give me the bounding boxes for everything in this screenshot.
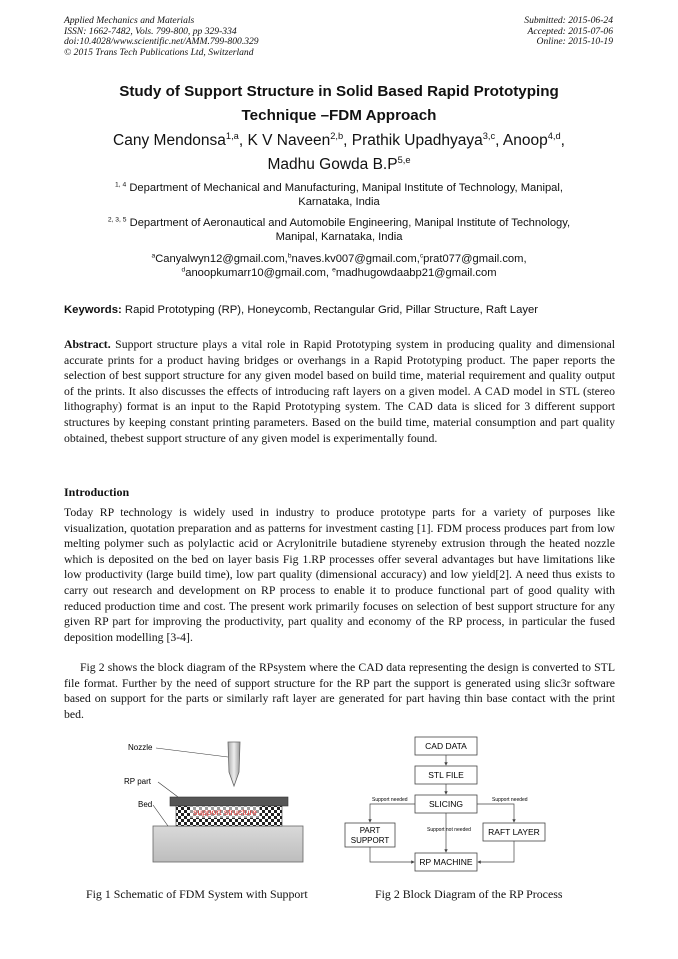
submitted-date: Submitted: 2015-06-24 [524,15,613,26]
cad-data-label: CAD DATA [425,741,467,751]
email-link[interactable]: prat077@gmail.com, [423,253,527,265]
section-heading: Introduction [64,485,130,499]
bed-label: Bed [138,800,153,809]
accepted-date: Accepted: 2015-07-06 [527,25,613,37]
print-bed [153,826,303,862]
author-name: Madhu Gowda B.P [267,155,398,173]
author-list: Cany Mendonsa$^{1,a}$, K V Naveen$^{2,b}$, Prathik Upadhyaya$^{3,c}$, Anoop$^{4,d}$, Madhu Gowda $B.P^{5,e}$ [113,130,565,173]
raft-layer-label: RAFT LAYER [488,827,540,837]
paper-title: Study of Support Structure in Solid Based Rapid Prototyping Technique –FDM Approach [119,83,559,124]
figure-caption: Fig 2 Block Diagram of the RP Process [375,887,563,901]
journal-name: Applied Mechanics and Materials [64,15,195,26]
nozzle-label: Nozzle [128,743,153,752]
affiliation: $^{1, 4}$ Department of Mechanical and Manufacturing, Manipal Institute of Technology, Manipal, Karnataka, India [115,181,563,208]
support-needed-label: Support needed [492,797,528,803]
stl-file-label: STL FILE [428,770,464,780]
support-needed-label: Support needed [372,797,408,803]
author-name: , Prathik Upadhyaya [343,132,483,149]
author-name: , K V Naveen [238,132,331,149]
abstract-text: Support structure plays a vital role in Rapid Prototyping system in producing quality and dimensional accurate prints for a product having bridges or overhangs in a Rapid Prototyping product. The paper reports the selection of best support structure for any given model based on build time, material requirement and quality output of the prints. It also discusses the effects of introducing raft layers on a given model. A CAD model in STL (stereo lithography) format is an input to the Rapid Prototyping system. The CAD data is sliced for 3 different support structures by keeping constant printing parameters. Based on the build time, material consumption and part quality obtained, thebest support structure of any given model is experimentally found. [64,338,615,445]
nozzle-shape [228,742,240,786]
author-name: Cany Mendonsa [113,132,226,149]
email-link[interactable]: anoopkumarr10@gmail.com, [185,267,330,279]
rp-process-block-diagram [342,735,557,875]
journal-header [64,16,259,58]
abstract [64,337,615,446]
journal-doi: doi:10.4028/www.scientific.net/AMM.799-800.329 [64,36,259,47]
author-name: , Anoop [495,132,548,149]
rp-part-label: RP part [124,777,151,786]
support-structure-label: support structure [193,807,257,817]
keywords [64,303,619,317]
online-date: Online: 2015-10-19 [536,36,613,47]
figure-caption: Fig 1 Schematic of FDM System with Support [86,887,308,901]
keywords-text: Rapid Prototyping (RP), Honeycomb, Rectangular Grid, Pillar Structure, Raft Layer [121,304,539,316]
journal-issn: ISSN: 1662-7482, Vols. 799-800, pp 329-334 [64,25,237,37]
author-emails: $^a$Canyalwyn12@gmail.com,$^b$naves.kv007@gmail.com,$^c$prat077@gmail.com, $^d$anoopkumarr10@gmail.com, $^e$madhugowdaabp21@gmail.com [151,252,527,279]
paragraph: Today RP technology is widely used in industry to produce prototype parts for a variety of purposes like visualization, quotation preparation and as patterns for investment casting [1]. FDM process produces part from low melting polymer such as polylactic acid or Acrylonitrile butadiene styreneby extrusion through the heated nozzle which is deposited on the bed on layer basis Fig 1.RP processes offer several advantages but have limitations like low productivity (large build time), low part quality (dimensional accuracy) and low yield[2]. A need thus exists to carry out research and development on RP process to enable it to produce functional part of good quality with reduced production time and cost. The present work primarily focuses on selection of best support structure for any given RP part for improving the productivity, part quality and economy of the RP process, in particular the fused deposition modelling [3-4]. [64,506,615,644]
email-link[interactable]: Canyalwyn12@gmail.com, [155,253,288,265]
abstract-label: Abstract. [64,338,111,351]
part-support-label: SUPPORT [350,836,390,845]
paragraph: Fig 2 shows the block diagram of the RPsystem where the CAD data representing the design is converted to STL file format. Further by the need of support structure for the RP part the support is generated using slic3r software based on support for the parts or similarly raft layer are generated for part having thin base contact with the print bed. [64,661,615,721]
support-not-needed-label: Support not needed [427,827,471,833]
fdm-schematic-figure [118,738,318,868]
rp-machine-label: RP MACHINE [419,857,473,867]
part-support-label: PART [359,826,381,835]
slicing-label: SLICING [428,799,464,809]
submission-dates [524,16,613,48]
affiliation: $^{2, 3, 5}$ Department of Aeronautical and Automobile Engineering, Manipal Institute of Technology, Manipal, Karnataka, India [107,216,571,243]
email-link[interactable]: madhugowdaabp21@gmail.com [335,267,497,279]
journal-copyright: © 2015 Trans Tech Publications Ltd, Switzerland [64,46,254,58]
rp-part [170,797,288,806]
keywords-label: Keywords: [64,304,122,316]
email-link[interactable]: naves.kv007@gmail.com, [291,253,420,265]
